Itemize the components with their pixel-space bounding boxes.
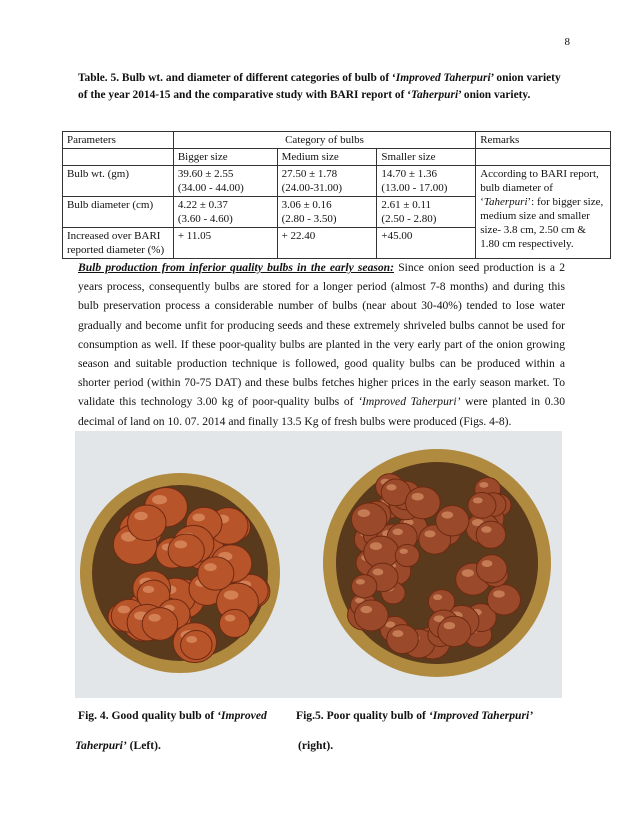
- cell-bigger: [173, 166, 277, 197]
- onion-bulb: [351, 503, 386, 536]
- remarks-text-b: ’: for bigger size, medium size and smaller size- 3.8 cm, 2.50 cm & 1.80 cm respectively.: [480, 196, 604, 250]
- onion-highlight: [479, 482, 488, 488]
- paragraph-lead: Bulb production from inferior quality bulbs in the early season:: [78, 261, 394, 274]
- onion-highlight: [148, 614, 160, 622]
- onion-highlight: [358, 509, 370, 517]
- page-number: 8: [564, 36, 570, 48]
- onion-bulb: [128, 505, 167, 540]
- fig5-text: Fig.5. Poor quality bulb of: [296, 709, 429, 722]
- cell-range: (24.00-31.00): [281, 182, 343, 194]
- onion-bulb: [476, 521, 506, 548]
- table-row: [63, 166, 611, 197]
- onion-highlight: [373, 569, 384, 576]
- subheader-bigger: Bigger size: [173, 149, 277, 166]
- cell-mean: 4.22 ± 0.37: [177, 199, 228, 211]
- onion-highlight: [424, 530, 435, 537]
- onion-highlight: [473, 497, 483, 503]
- remarks-cell: [476, 166, 611, 259]
- onion-highlight: [392, 529, 402, 536]
- onion-highlight: [442, 511, 454, 518]
- paragraph-body-1: Since onion seed production is a 2 years process, consequently bulbs are stored for a longer period (almost 7-8 months) and during this bulb preservation process a considerable number of bulbs (near about 30-40%) tended to lose water gradually and become unfit for producing seeds and these extremely shriveled bulbs cannot be used for consumption as well. If these poor-quality bulbs are planted in the very early part of the onion growing season and suitable production technique is followed, good quality bulbs can be produced within a shorter period (within 70-75 DAT) and these bulbs fetches higher prices in the early season market. To validate this technology 3.00 kg of poor-quality bulbs of: [78, 261, 565, 409]
- subheader-blank: [63, 149, 174, 166]
- remarks-text-a: According to BARI report, bulb diameter of ‘: [480, 168, 599, 208]
- cell-smaller: [377, 166, 476, 197]
- cell-mean: 14.70 ± 1.36: [381, 168, 437, 180]
- onion-highlight: [225, 615, 236, 622]
- onion-highlight: [370, 542, 382, 550]
- onion-bulb: [351, 575, 376, 598]
- onion-highlight: [174, 540, 187, 548]
- onion-bulb: [355, 600, 389, 631]
- onion-highlight: [118, 606, 130, 614]
- cell-range: (2.50 - 2.80): [381, 213, 437, 225]
- row-param: Bulb wt. (gm): [63, 166, 174, 197]
- onion-highlight: [462, 569, 474, 577]
- subheader-smaller: Smaller size: [377, 149, 476, 166]
- onion-bulb: [468, 492, 496, 518]
- figure-4-caption-line-2: [75, 739, 161, 752]
- table-caption: [78, 70, 564, 104]
- figure-5-caption-line-2: (right).: [298, 739, 334, 752]
- onion-bulb: [168, 534, 204, 567]
- onion-highlight: [356, 579, 365, 585]
- caption-text-3: ’ onion variety.: [458, 89, 531, 101]
- cell-mean: 27.50 ± 1.78: [281, 168, 338, 180]
- onion-highlight: [204, 563, 217, 571]
- onion-highlight: [360, 606, 372, 613]
- table-subheader-row: [63, 149, 611, 166]
- figure-4-caption-line-1: [78, 709, 267, 722]
- onion-highlight: [224, 590, 239, 599]
- subheader-medium: Medium size: [277, 149, 377, 166]
- cell-medium: [277, 166, 377, 197]
- caption-variety-name: Improved Taherpuri: [395, 72, 491, 84]
- cell-smaller: +45.00: [377, 228, 476, 259]
- cell-smaller: [377, 197, 476, 228]
- remarks-variety: Taherpuri: [483, 196, 528, 208]
- cell-bigger: [173, 197, 277, 228]
- onion-highlight: [399, 549, 407, 554]
- onion-highlight: [482, 560, 493, 567]
- bulb-data-table: [62, 131, 611, 259]
- figure-5-caption-line-1: [296, 709, 533, 722]
- onion-highlight: [444, 622, 456, 629]
- cell-medium: [277, 197, 377, 228]
- onion-bulb: [198, 557, 234, 590]
- onion-bulb: [436, 506, 469, 536]
- onion-highlight: [386, 484, 396, 490]
- onion-bulb: [487, 585, 520, 615]
- onion-bulb: [142, 608, 177, 641]
- onion-bulb: [219, 609, 249, 637]
- fig4-italic-2: Taherpuri’: [75, 739, 127, 752]
- cell-mean: 2.61 ± 0.11: [381, 199, 432, 211]
- paragraph-body-2: were planted in 0.30 decimal of land on 10. 07. 2014 and finally 13.5 Kg of fresh bulbs were produced (Figs. 4-8).: [78, 395, 565, 428]
- onion-bulb: [181, 631, 212, 660]
- onion-highlight: [134, 512, 147, 520]
- fig4-text-2: (Left).: [126, 739, 161, 752]
- paragraph-variety: ‘Improved Taherpuri’: [358, 395, 461, 409]
- cell-range: (13.00 - 17.00): [381, 182, 448, 194]
- header-parameters: Parameters: [63, 132, 174, 149]
- onion-highlight: [392, 630, 403, 637]
- fig4-text: Fig. 4. Good quality bulb of: [78, 709, 218, 722]
- onion-bulb: [438, 616, 471, 646]
- cell-range: (2.80 - 3.50): [281, 213, 337, 225]
- onion-baskets-photo: [75, 431, 562, 698]
- onion-highlight: [186, 636, 197, 643]
- cell-mean: 3.06 ± 0.16: [281, 199, 332, 211]
- onion-bulb: [405, 487, 440, 519]
- cell-medium: + 22.40: [277, 228, 377, 259]
- onion-highlight: [143, 586, 154, 593]
- caption-text-2: ’ onion variety of the year 2014-15 and the comparative study with BARI report of ‘: [78, 72, 561, 101]
- onion-bulb: [387, 625, 419, 654]
- table-header-row: [63, 132, 611, 149]
- fig4-italic: ‘Improved: [217, 709, 267, 722]
- row-param: Bulb diameter (cm): [63, 197, 174, 228]
- row-param: Increased over BARI reported diameter (%): [63, 228, 174, 259]
- body-paragraph: [78, 258, 565, 431]
- onion-bulb: [476, 555, 507, 583]
- cell-range: (34.00 - 44.00): [177, 182, 244, 194]
- onion-highlight: [433, 594, 442, 600]
- cell-mean: 39.60 ± 2.55: [177, 168, 234, 180]
- cell-bigger: + 11.05: [173, 228, 277, 259]
- onion-highlight: [152, 495, 167, 504]
- onion-highlight: [192, 514, 205, 522]
- onion-highlight: [412, 493, 424, 501]
- caption-variety-name-2: Taherpuri: [411, 89, 459, 101]
- header-remarks: Remarks: [476, 132, 611, 149]
- subheader-remarks-blank: [476, 149, 611, 166]
- cell-range: (3.60 - 4.60): [177, 213, 233, 225]
- onion-highlight: [481, 526, 491, 532]
- onion-bulb: [395, 544, 419, 566]
- caption-text-1: Table. 5. Bulb wt. and diameter of different categories of bulb of ‘: [78, 72, 396, 84]
- header-category: Category of bulbs: [173, 132, 475, 149]
- fig5-italic: ‘Improved Taherpuri’: [428, 709, 534, 722]
- onion-highlight: [493, 590, 505, 597]
